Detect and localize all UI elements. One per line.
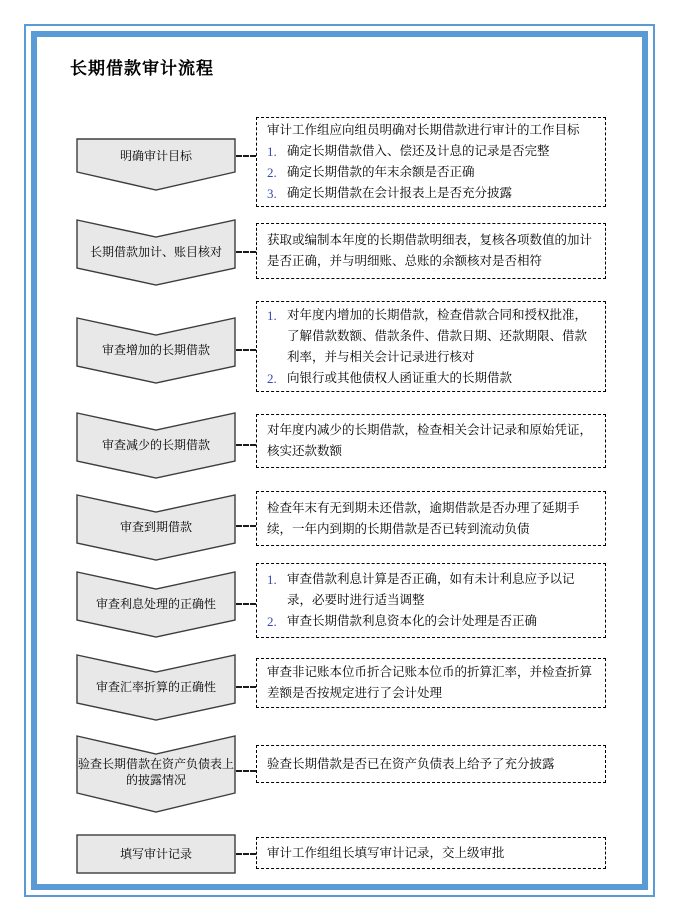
- step-label: 审查减少的长期借款: [101, 438, 210, 452]
- connector-dashed-line: [236, 603, 256, 605]
- note-box: [256, 658, 606, 708]
- note-text: 验查长期借款是否已在资产负债表上给予了充分披露: [267, 756, 555, 771]
- note-text: 审计工作组组长填写审计记录，交上级审批: [267, 845, 505, 860]
- item-text: 审查借款利息计算是否正确，如有未计利息应予以记录，必要时进行适当调整: [287, 572, 575, 607]
- note-box: [256, 491, 606, 546]
- note-box: [256, 117, 606, 207]
- connector-dashed-line: [236, 853, 256, 855]
- item-text: 审查长期借款利息资本化的会计处理是否正确: [287, 614, 538, 628]
- item-text: 确定长期借款在会计报表上是否充分披露: [287, 186, 513, 200]
- item-text: 确定长期借款的年末余额是否正确: [287, 165, 475, 179]
- step-label: 审查汇率折算的正确性: [95, 680, 216, 694]
- connector-dashed-line: [236, 770, 256, 772]
- item-number: 1.: [267, 307, 277, 323]
- step-label: 审查增加的长期借款: [101, 343, 210, 357]
- note-box: [256, 223, 606, 279]
- note-text: 审查非记账本位币折合记账本位币的折算汇率，并检查折算差额是否按规定进行了会计处理: [267, 665, 593, 700]
- note-text: 审计工作组应向组员明确对长期借款进行审计的工作目标: [267, 123, 580, 137]
- note-list-item: [267, 141, 595, 162]
- item-number: 2.: [267, 614, 277, 629]
- step-label: 审查利息处理的正确性: [95, 597, 216, 611]
- step-label: 明确审计目标: [119, 149, 192, 163]
- connector-dashed-line: [236, 525, 256, 527]
- item-number: 2.: [267, 165, 277, 180]
- item-number: 3.: [267, 186, 277, 201]
- connector-dashed-line: [236, 444, 256, 446]
- step-label: 审查到期借款: [119, 520, 192, 534]
- connector-dashed-line: [236, 251, 256, 253]
- note-text: 对年度内减少的长期借款，检查相关会计记录和原始凭证，核实还款数额: [267, 423, 593, 458]
- step-label: 填写审计记录: [119, 847, 192, 861]
- page-title: 长期借款审计流程: [70, 59, 214, 78]
- item-number: 1.: [267, 144, 277, 159]
- note-box: [256, 414, 606, 468]
- item-text: 对年度内增加的长期借款，检查借款合同和授权批准，了解借款数额、借款条件、借款日期、还款期限、借款利率，并与相关会计记录进行核对: [287, 307, 588, 364]
- item-text: 向银行或其他债权人函证重大的长期借款: [287, 370, 513, 385]
- note-list-item: [267, 569, 595, 611]
- connector-dashed-line: [236, 349, 256, 351]
- note-box: [256, 301, 606, 392]
- note-list-item: [267, 183, 595, 204]
- item-text: 确定长期借款借入、偿还及计息的记录是否完整: [287, 144, 550, 158]
- step-label: 长期借款加计、账目核对: [89, 245, 222, 259]
- connector-dashed-line: [236, 686, 256, 688]
- note-box: [256, 837, 606, 869]
- item-number: 2.: [267, 370, 277, 386]
- note-box: [256, 563, 606, 638]
- note-text: 检查年末有无到期未还借款，逾期借款是否办理了延期手续，一年内到期的长期借款是否已转到流动负债: [267, 500, 580, 536]
- note-list-item: [267, 162, 595, 183]
- note-list-item: [267, 368, 595, 389]
- note-list-item: [267, 305, 595, 368]
- step-label: 验查长期借款在资产负债表上的披露情况: [77, 757, 234, 787]
- item-number: 1.: [267, 572, 277, 587]
- note-text: 获取或编制本年度的长期借款明细表，复核各项数值的加计是否正确，并与明细账、总账的余额核对是否相符: [267, 233, 593, 268]
- note-box: [256, 745, 606, 783]
- connector-dashed-line: [236, 155, 256, 157]
- note-list-item: [267, 611, 595, 632]
